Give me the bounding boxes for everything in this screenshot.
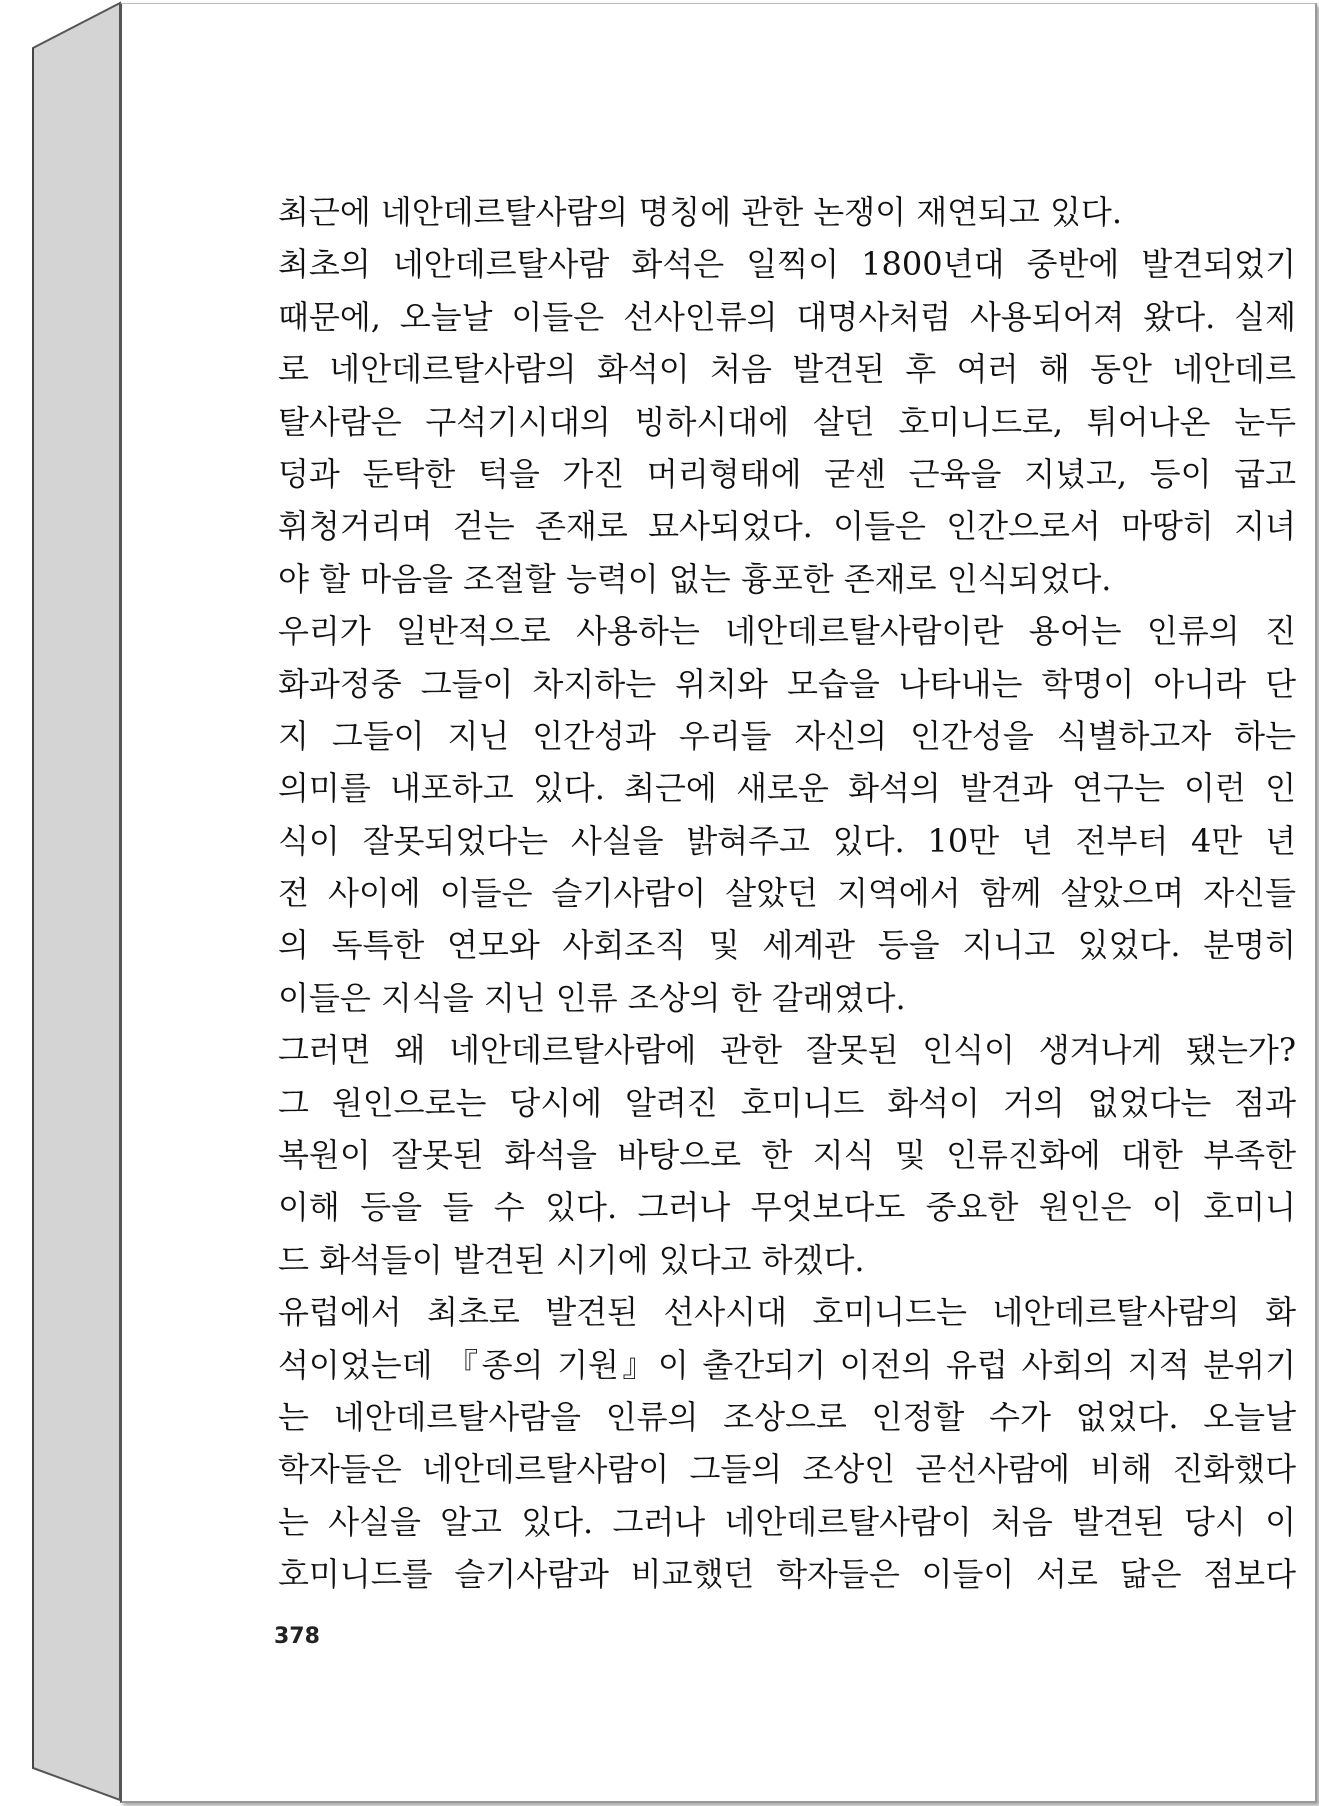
text-line: 는 네안데르탈사람을 인류의 조상으로 인정할 수가 없었다. 오늘날 bbox=[278, 1397, 1296, 1436]
book-page bbox=[120, 3, 1317, 1803]
text-line: 의미를 내포하고 있다. 최근에 새로운 화석의 발견과 연구는 이런 인 bbox=[278, 769, 1296, 808]
text-line: 그러면 왜 네안데르탈사람에 관한 잘못된 인식이 생겨나게 됐는가? bbox=[278, 1031, 1296, 1070]
text-line: 우리가 일반적으로 사용하는 네안데르탈사람이란 용어는 인류의 진 bbox=[278, 612, 1296, 651]
text-line: 의 독특한 연모와 사회조직 및 세계관 등을 지니고 있었다. 분명히 bbox=[278, 926, 1296, 965]
text-line: 덩과 둔탁한 턱을 가진 머리형태에 굳센 근육을 지녔고, 등이 굽고 bbox=[278, 454, 1296, 493]
page-number: 378 bbox=[274, 1624, 320, 1649]
text-line: 휘청거리며 걷는 존재로 묘사되었다. 이들은 인간으로서 마땅히 지녀 bbox=[278, 507, 1296, 546]
text-line: 이해 등을 들 수 있다. 그러나 무엇보다도 중요한 원인은 이 호미니 bbox=[278, 1188, 1296, 1227]
text-line: 때문에, 오늘날 이들은 선사인류의 대명사처럼 사용되어져 왔다. 실제 bbox=[278, 297, 1296, 336]
text-line: 석이었는데 『종의 기원』이 출간되기 이전의 유럽 사회의 지적 분위기 bbox=[278, 1345, 1296, 1384]
text-line: 화과정중 그들이 차지하는 위치와 모습을 나타내는 학명이 아니라 단 bbox=[278, 664, 1296, 703]
text-line: 로 네안데르탈사람의 화석이 처음 발견된 후 여러 해 동안 네안데르 bbox=[278, 350, 1296, 389]
text-line: 식이 잘못되었다는 사실을 밝혀주고 있다. 10만 년 전부터 4만 년 bbox=[278, 821, 1296, 860]
text-line: 그 원인으로는 당시에 알려진 호미니드 화석이 거의 없었다는 점과 bbox=[278, 1083, 1296, 1122]
text-line: 최근에 네안데르탈사람의 명칭에 관한 논쟁이 재연되고 있다. bbox=[278, 193, 1123, 231]
page-body-text bbox=[278, 186, 1296, 1601]
text-line: 호미니드를 슬기사람과 비교했던 학자들은 이들이 서로 닮은 점보다 bbox=[278, 1555, 1296, 1594]
text-line: 는 사실을 알고 있다. 그러나 네안데르탈사람이 처음 발견된 당시 이 bbox=[278, 1502, 1296, 1541]
text-line: 드 화석들이 발견된 시기에 있다고 하겠다. bbox=[278, 1240, 865, 1279]
text-line: 야 할 마음을 조절할 능력이 없는 흉포한 존재로 인식되었다. bbox=[278, 559, 1112, 598]
text-line: 복원이 잘못된 화석을 바탕으로 한 지식 및 인류진화에 대한 부족한 bbox=[278, 1136, 1296, 1175]
text-line: 이들은 지식을 지닌 인류 조상의 한 갈래였다. bbox=[278, 978, 906, 1017]
text-line: 최초의 네안데르탈사람 화석은 일찍이 1800년대 중반에 발견되었기 bbox=[278, 245, 1296, 284]
text-line: 탈사람은 구석기시대의 빙하시대에 살던 호미니드로, 튀어나온 눈두 bbox=[278, 402, 1296, 441]
text-line: 유럽에서 최초로 발견된 선사시대 호미니드는 네안데르탈사람의 화 bbox=[278, 1293, 1296, 1332]
text-line: 학자들은 네안데르탈사람이 그들의 조상인 곧선사람에 비해 진화했다 bbox=[278, 1450, 1296, 1489]
text-line: 지 그들이 지닌 인간성과 우리들 자신의 인간성을 식별하고자 하는 bbox=[278, 716, 1296, 755]
text-line: 전 사이에 이들은 슬기사람이 살았던 지역에서 함께 살았으며 자신들 bbox=[278, 874, 1296, 913]
